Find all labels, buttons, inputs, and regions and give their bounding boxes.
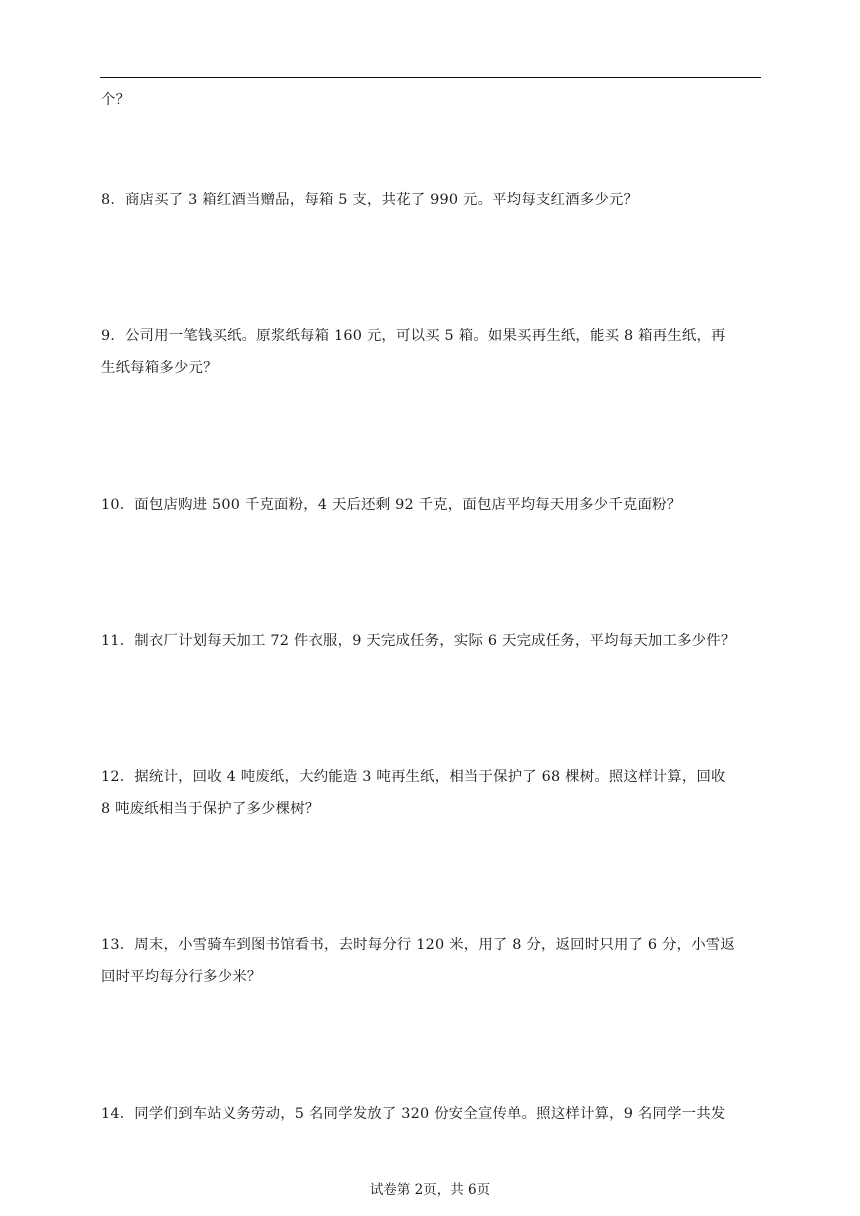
continuation-text: 个？: [101, 92, 131, 108]
question-14-line-1: 14．同学们到车站义务劳动，5 名同学发放了 320 份安全宣传单。照这样计算，9 名同学一共发: [101, 1106, 726, 1122]
question-9-line-2: 生纸每箱多少元？: [101, 360, 218, 376]
question-11-line-1: 11．制衣厂计划每天加工 72 件衣服，9 天完成任务，实际 6 天完成任务，平均每天加工多少件？: [101, 633, 736, 649]
page-footer: 试卷第 2页，共 6页: [369, 1182, 491, 1198]
question-13-line-2: 回时平均每分行多少米？: [101, 969, 262, 985]
question-13-line-1: 13．周末，小雪骑车到图书馆看书，去时每分行 120 米，用了 8 分，返回时只用了 6 分，小雪返: [101, 937, 735, 953]
question-8-line-1: 8．商店买了 3 箱红酒当赠品，每箱 5 支，共花了 990 元。平均每支红酒多少元？: [101, 192, 639, 208]
question-12-line-1: 12．据统计，回收 4 吨废纸，大约能造 3 吨再生纸，相当于保护了 68 棵树。照这样计算，回收: [101, 769, 726, 785]
question-10-line-1: 10．面包店购进 500 千克面粉，4 天后还剩 92 千克，面包店平均每天用多少千克面粉？: [101, 497, 682, 513]
question-12-line-2: 8 吨废纸相当于保护了多少棵树？: [101, 801, 320, 817]
header-rule: [100, 77, 761, 78]
question-9-line-1: 9．公司用一笔钱买纸。原浆纸每箱 160 元，可以买 5 箱。如果买再生纸，能买 8 箱再生纸，再: [101, 328, 726, 344]
